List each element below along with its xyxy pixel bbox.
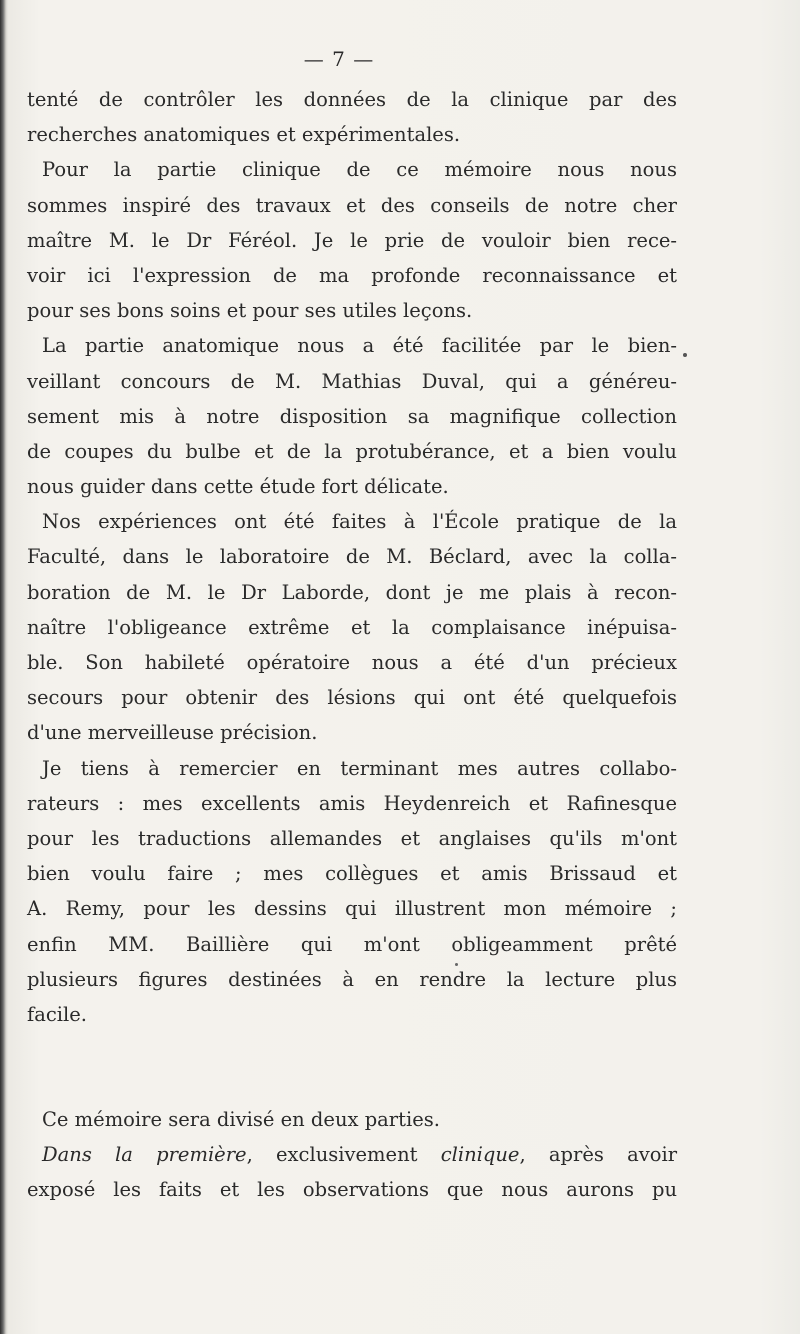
text-line: tenté de contrôler les données de la clinique par des — [27, 88, 677, 111]
book-gutter — [0, 0, 8, 1334]
section-break — [27, 1032, 677, 1102]
text-line: maître M. le Dr Féréol. Je le prie de vouloir bien rece- — [27, 228, 677, 252]
text-line: d'une merveilleuse précision. — [27, 721, 318, 745]
text-line: Faculté, dans le laboratoire de M. Béclard, avec la colla- — [27, 545, 677, 569]
text-line: Je tiens à remercier en terminant mes autres collabo- — [42, 756, 677, 780]
ink-speck — [683, 353, 687, 357]
text-line: Nos expériences ont été faites à l'École pratique de la — [42, 510, 677, 534]
text-line: Ce mémoire sera divisé en deux parties. — [42, 1108, 440, 1132]
text-line: voir ici l'expression de ma profonde reconnaissance et — [27, 263, 677, 287]
text-line: pour ses bons soins et pour ses utiles leçons. — [27, 299, 473, 323]
text-line: recherches anatomiques et expérimentales. — [27, 123, 461, 147]
text-line: plusieurs figures destinées à en rendre la lecture plus — [27, 967, 677, 991]
body-text — [27, 82, 677, 1208]
text-line: sement mis à notre disposition sa magnifique collection — [27, 404, 677, 428]
page-number: — 7 — — [303, 47, 375, 71]
text-line: veillant concours de M. Mathias Duval, qui a généreu- — [27, 369, 677, 393]
text-line: boration de M. le Dr Laborde, dont je me plais à recon- — [27, 580, 677, 604]
text-run: , après avoir — [519, 1143, 678, 1167]
text-line: secours pour obtenir des lésions qui ont été quelquefois — [27, 686, 677, 710]
text-line: de coupes du bulbe et de la protubérance, et a bien voulu — [27, 439, 677, 463]
text-line: enfin MM. Baillière qui m'ont obligeamment prêté — [27, 932, 677, 956]
ink-speck — [455, 963, 458, 966]
text-line: rateurs : mes excellents amis Heydenreich et Rafinesque — [27, 791, 677, 815]
text-line: A. Remy, pour les dessins qui illustrent mon mémoire ; — [27, 897, 677, 921]
italic-phrase: Dans la première — [42, 1143, 247, 1167]
text-line: exposé les faits et les observations que nous aurons pu — [27, 1178, 677, 1202]
text-line: La partie anatomique nous a été facilitée par le bien- — [42, 334, 677, 358]
text-line: bien voulu faire ; mes collègues et amis Brissaud et — [27, 862, 677, 886]
text-line: nous guider dans cette étude fort délicate. — [27, 475, 449, 499]
text-line: facile. — [27, 1002, 87, 1026]
text-line: ble. Son habileté opératoire nous a été d'un précieux — [27, 651, 677, 674]
text-line-italic-mixed — [27, 1137, 677, 1172]
text-line: naître l'obligeance extrême et la complaisance inépuisa- — [27, 615, 677, 639]
text-line: Pour la partie clinique de ce mémoire nous nous — [42, 158, 677, 182]
text-line: pour les traductions allemandes et anglaises qu'ils m'ont — [27, 826, 677, 850]
italic-phrase: clinique — [440, 1143, 520, 1167]
text-line: sommes inspiré des travaux et des conseils de notre cher — [27, 193, 677, 217]
text-run: , exclusivement — [246, 1143, 441, 1167]
